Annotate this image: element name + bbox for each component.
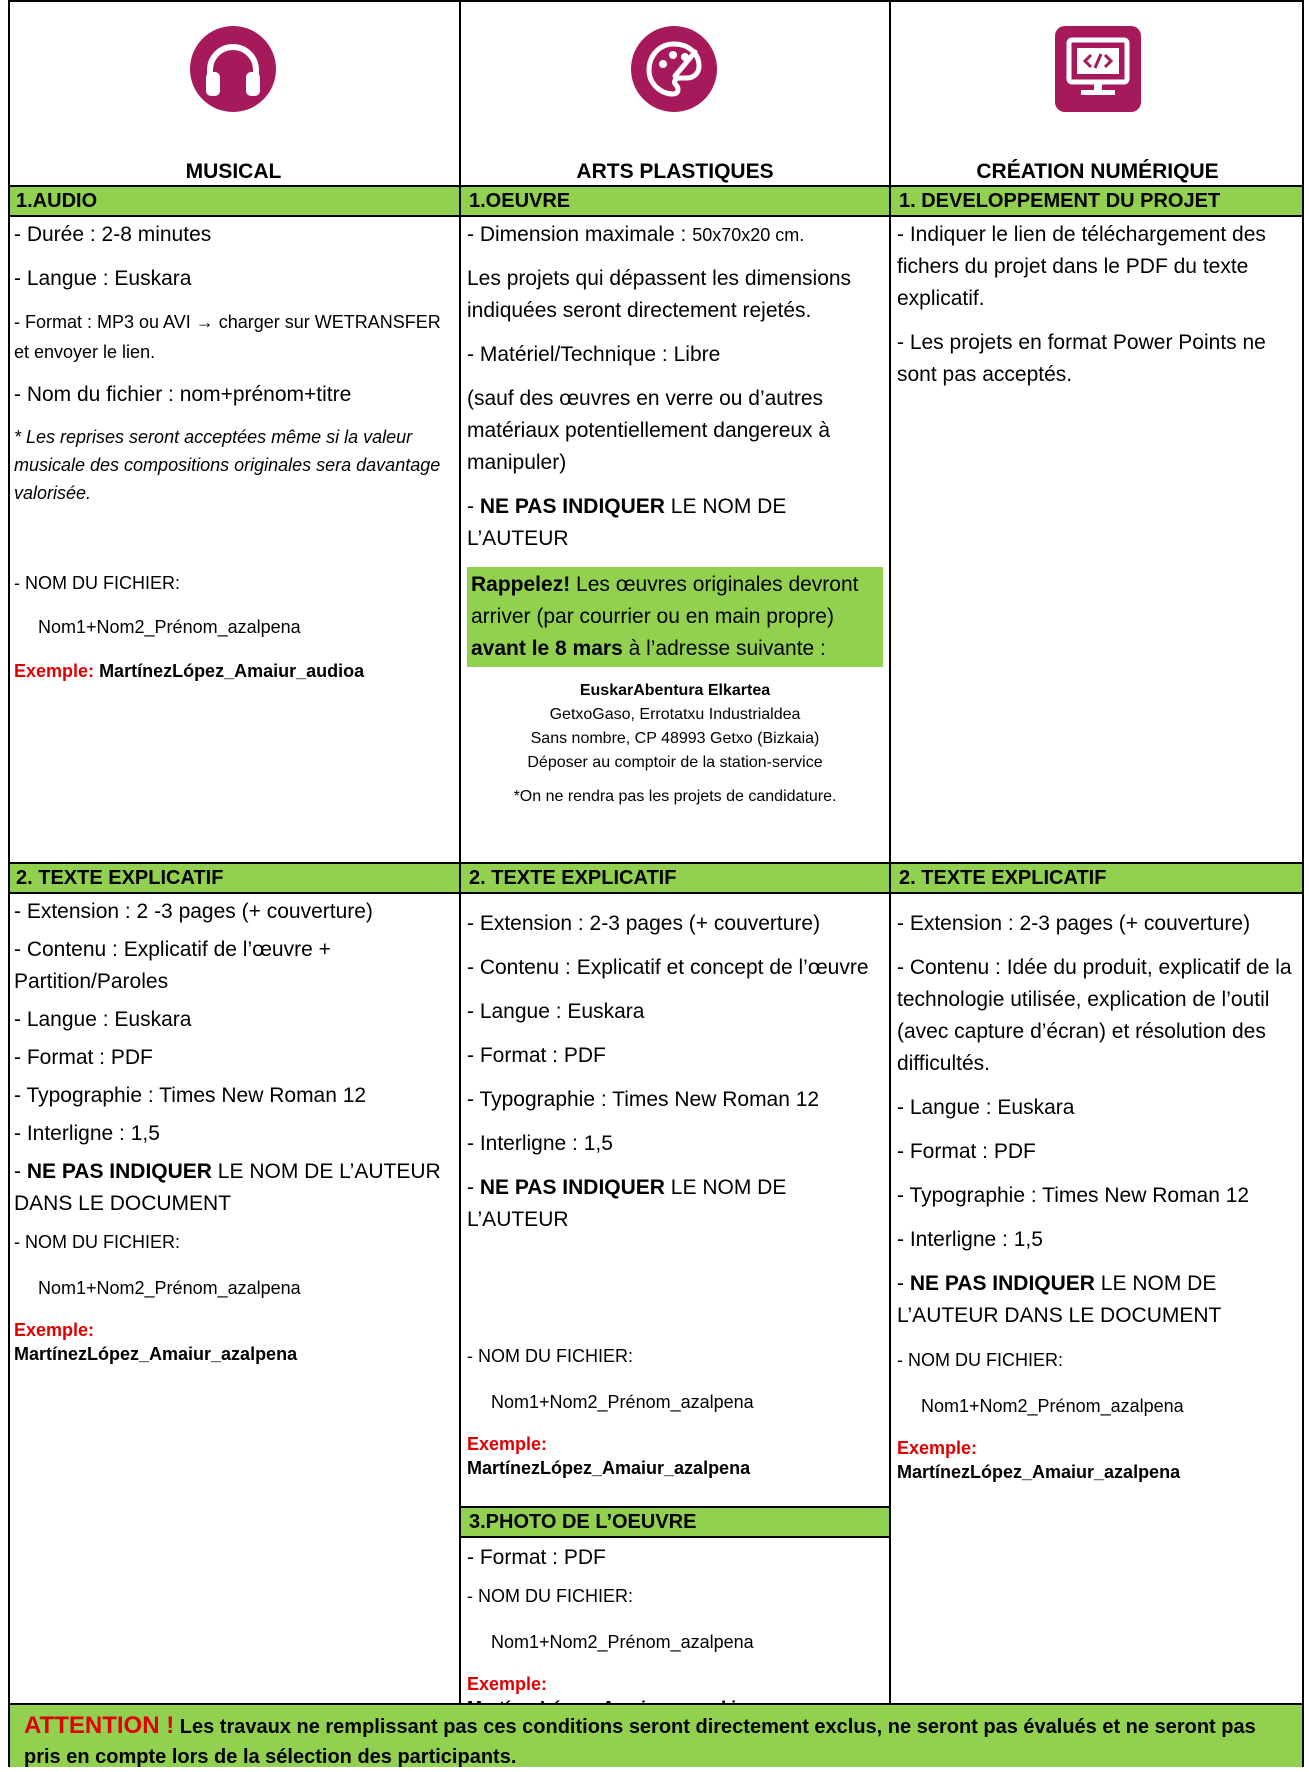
- sauf-text: (sauf des œuvres en verre ou d’autres matériaux potentiellement dangereux à manipuler): [467, 387, 831, 474]
- numerique-developpement-content: [897, 219, 1297, 403]
- filename-pattern: Nom1+Nom2_Prénom_azalpena: [38, 1278, 301, 1298]
- typo-text: - Typographie : Times New Roman 12: [467, 1088, 820, 1111]
- ne-pas-indiquer-bold: NE PAS INDIQUER: [479, 495, 665, 518]
- extension-text: - Extension : 2 -3 pages (+ couverture): [14, 900, 373, 923]
- section-heading-developpement: 1. DEVELOPPEMENT DU PROJET: [891, 187, 1304, 215]
- powerpoint-text: - Les projets en format Power Points ne sont pas acceptés.: [897, 331, 1266, 386]
- exemple-value: MartínezLópez_Amaiur_azalpena: [14, 1344, 298, 1364]
- exemple-label: Exemple:: [897, 1438, 978, 1458]
- header-arts: [461, 0, 889, 187]
- ne-pas-indiquer-rest: LE NOM DE L’AUTEUR DANS LE DOCUMENT: [14, 1160, 441, 1215]
- exemple-label: Exemple:: [467, 1434, 548, 1454]
- dimension-text: [467, 219, 883, 251]
- typo-text: - Typographie : Times New Roman 12: [897, 1184, 1250, 1207]
- dimension-label: - Dimension maximale :: [467, 223, 693, 246]
- attention-body: Les travaux ne remplissant pas ces conditions seront directement exclus, ne seront pas évalués et ne seront pas pris en compte lors de la sélection des participants.: [24, 1716, 1256, 1768]
- reprises-note: * Les reprises seront acceptées même si la valeur musicale des compositions originales sera davantage valorisée.: [14, 427, 441, 503]
- nom-fichier-label: - NOM DU FICHIER:: [467, 1346, 633, 1366]
- rappel-text: Les œuvres originales devront arriver (par courrier ou en main propre): [471, 573, 859, 628]
- musical-audio-content: [14, 219, 454, 699]
- depassent-text: Les projets qui dépassent les dimensions indiquées seront directement rejetés.: [467, 267, 852, 322]
- palette-icon: [631, 26, 717, 112]
- headphones-icon: [190, 26, 276, 112]
- attention-banner: [8, 1705, 1304, 1767]
- arts-photo-content: [467, 1542, 883, 1720]
- requirements-table: [8, 0, 1304, 1767]
- grid-line: [8, 892, 1304, 894]
- format-text: - Format : MP3 ou AVI → charger sur WETRANSFER et envoyer le lien.: [14, 312, 441, 362]
- arts-texte-filename: [467, 1340, 883, 1480]
- ne-pas-indiquer-bold: NE PAS INDIQUER: [479, 1176, 665, 1199]
- address-line-3: Déposer au comptoir de la station-service: [527, 754, 823, 771]
- exemple-label: Exemple:: [14, 661, 95, 681]
- contenu-text: - Contenu : Explicatif de l’œuvre + Partition/Paroles: [14, 938, 331, 993]
- format-text: - Format : PDF: [467, 1044, 606, 1067]
- arts-texte-content: [467, 908, 883, 1248]
- column-title-numerique: CRÉATION NUMÉRIQUE: [976, 160, 1219, 183]
- typo-text: - Typographie : Times New Roman 12: [14, 1084, 367, 1107]
- address-block: [467, 679, 883, 775]
- exemple-label: Exemple:: [14, 1320, 95, 1340]
- address-line-1: GetxoGaso, Errotatxu Industrialdea: [549, 706, 801, 723]
- nom-text: - Nom du fichier : nom+prénom+titre: [14, 383, 352, 406]
- lien-text: - Indiquer le lien de téléchargement des fichers du projet dans le PDF du texte explicatif.: [897, 223, 1266, 310]
- column-title-arts: ARTS PLASTIQUES: [576, 160, 774, 183]
- filename-pattern: Nom1+Nom2_Prénom_azalpena: [921, 1396, 1184, 1416]
- section-heading-oeuvre: 1.OEUVRE: [461, 187, 889, 215]
- format-text: - Format : PDF: [14, 1046, 153, 1069]
- ne-pas-indiquer-bold: NE PAS INDIQUER: [909, 1272, 1095, 1295]
- materiel-text: - Matériel/Technique : Libre: [467, 343, 721, 366]
- grid-line: [459, 1536, 891, 1538]
- rappel-date: avant le 8 mars: [471, 637, 623, 660]
- filename-pattern: Nom1+Nom2_Prénom_azalpena: [38, 617, 301, 637]
- section-heading-texte-numerique: 2. TEXTE EXPLICATIF: [891, 864, 1304, 892]
- grid-line: [889, 0, 891, 1705]
- format-text: - Format : PDF: [467, 1546, 606, 1569]
- contenu-text: - Contenu : Explicatif et concept de l’œuvre: [467, 956, 869, 979]
- langue-text: - Langue : Euskara: [14, 267, 192, 290]
- dash: -: [14, 1160, 27, 1183]
- rappel-box: [467, 567, 883, 667]
- grid-line: [459, 0, 461, 1705]
- langue-text: - Langue : Euskara: [897, 1096, 1075, 1119]
- exemple-value: MartínezLópez_Amaiur_azalpena: [467, 1458, 751, 1478]
- address-line-2: Sans nombre, CP 48993 Getxo (Bizkaia): [530, 730, 820, 747]
- exemple-value: MartínezLópez_Amaiur_azalpena: [897, 1462, 1181, 1482]
- section-heading-texte-musical: 2. TEXTE EXPLICATIF: [8, 864, 459, 892]
- ne-pas-indiquer-rest: LE NOM DE L’AUTEUR: [467, 1176, 787, 1231]
- extension-text: - Extension : 2-3 pages (+ couverture): [467, 912, 821, 935]
- filename-pattern: Nom1+Nom2_Prénom_azalpena: [491, 1632, 754, 1652]
- section-heading-photo: 3.PHOTO DE L’OEUVRE: [461, 1508, 889, 1536]
- contenu-text: - Contenu : Idée du produit, explicatif de la technologie utilisée, explication de l’outil (avec capture d’écran) et résolution des difficultés.: [897, 956, 1292, 1075]
- section-heading-texte-arts: 2. TEXTE EXPLICATIF: [461, 864, 889, 892]
- ne-pas-indiquer-rest: LE NOM DE L’AUTEUR: [467, 495, 787, 550]
- langue-text: - Langue : Euskara: [467, 1000, 645, 1023]
- filename-pattern: Nom1+Nom2_Prénom_azalpena: [491, 1392, 754, 1412]
- attention-text: [24, 1711, 1294, 1772]
- nom-fichier-label: - NOM DU FICHIER:: [14, 1232, 180, 1252]
- grid-line: [8, 0, 10, 1767]
- ne-pas-indiquer-text: [467, 491, 883, 555]
- arts-oeuvre-content: [467, 219, 883, 821]
- grid-line: [8, 862, 1304, 864]
- ne-pas-indiquer-rest: LE NOM DE L’AUTEUR DANS LE DOCUMENT: [897, 1272, 1222, 1327]
- rappel-bold: Rappelez!: [471, 573, 571, 596]
- dash: -: [897, 1272, 910, 1295]
- ne-pas-indiquer-bold: NE PAS INDIQUER: [26, 1160, 212, 1183]
- musical-texte-content: [14, 896, 454, 1366]
- langue-text: - Langue : Euskara: [14, 1008, 192, 1031]
- code-monitor-icon: [1055, 26, 1141, 112]
- rappel-text2: à l’adresse suivante :: [622, 637, 826, 660]
- ne-pas-indiquer-text: [467, 1172, 883, 1236]
- header-musical: [8, 0, 459, 187]
- grid-line: [8, 215, 1304, 217]
- ne-pas-indiquer-text: [14, 1156, 454, 1220]
- dash: -: [467, 495, 480, 518]
- dimension-value: 50x70x20 cm.: [692, 225, 805, 245]
- interligne-text: - Interligne : 1,5: [897, 1228, 1043, 1251]
- grid-line: [8, 1703, 1304, 1705]
- return-note: *On ne rendra pas les projets de candidature.: [513, 788, 837, 805]
- header-numerique: [891, 0, 1304, 187]
- interligne-text: - Interligne : 1,5: [14, 1122, 160, 1145]
- numerique-texte-content: [897, 908, 1297, 1484]
- attention-label: ATTENTION !: [24, 1712, 175, 1739]
- duree-text: - Durée : 2-8 minutes: [14, 223, 212, 246]
- column-title-musical: MUSICAL: [185, 160, 282, 183]
- exemple-label: Exemple:: [467, 1674, 548, 1694]
- grid-line: [1302, 0, 1304, 1767]
- interligne-text: - Interligne : 1,5: [467, 1132, 613, 1155]
- nom-fichier-label: - NOM DU FICHIER:: [467, 1586, 633, 1606]
- nom-fichier-label: - NOM DU FICHIER:: [14, 573, 180, 593]
- address-name: EuskarAbentura Elkartea: [579, 682, 771, 699]
- section-heading-audio: 1.AUDIO: [8, 187, 459, 215]
- grid-line: [459, 1506, 891, 1508]
- exemple-value: MartínezLópez_Amaiur_audioa: [99, 661, 365, 681]
- grid-line: [8, 0, 1304, 2]
- nom-fichier-label: - NOM DU FICHIER:: [897, 1350, 1063, 1370]
- extension-text: - Extension : 2-3 pages (+ couverture): [897, 912, 1251, 935]
- ne-pas-indiquer-text: [897, 1268, 1297, 1332]
- format-text: - Format : PDF: [897, 1140, 1036, 1163]
- dash: -: [467, 1176, 480, 1199]
- grid-line: [8, 185, 1304, 187]
